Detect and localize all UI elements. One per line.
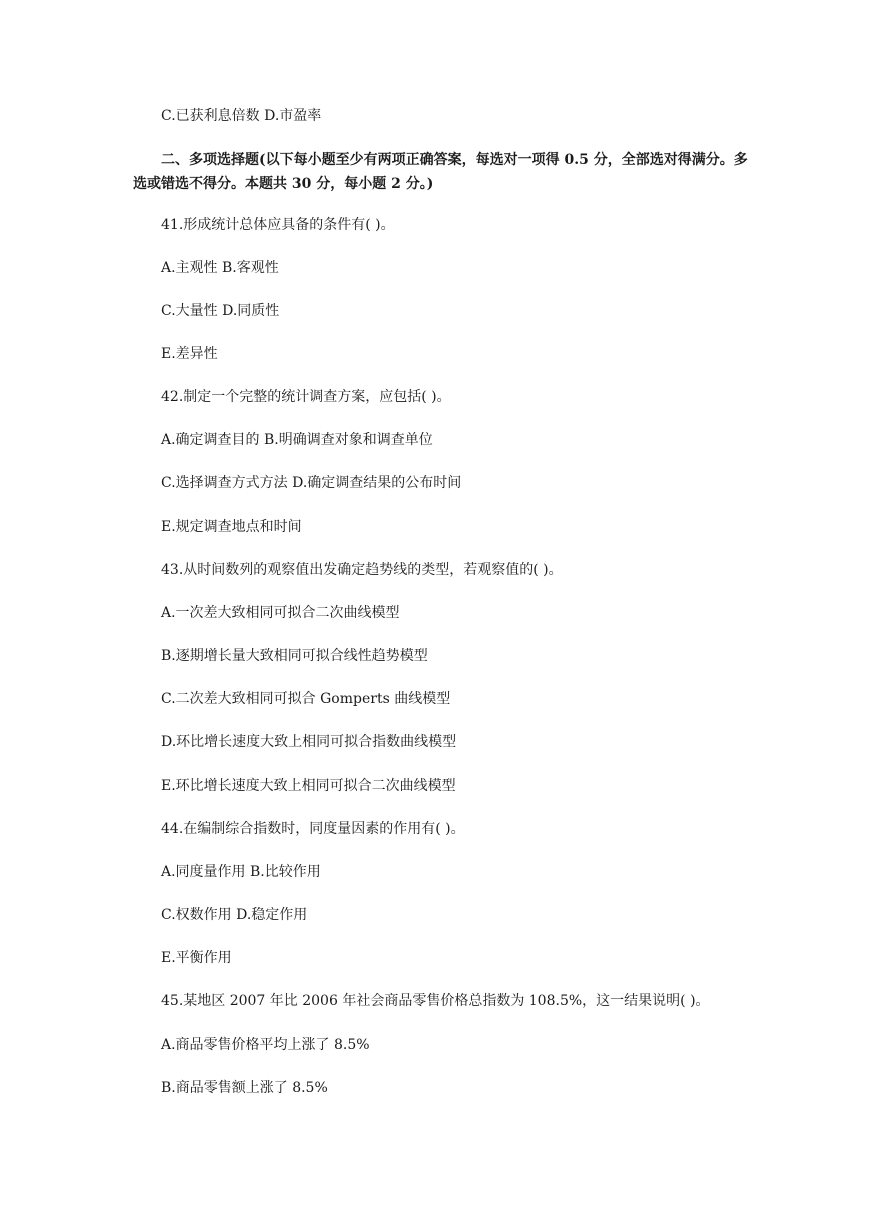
option-line-41-e: E.差异性 (161, 346, 218, 362)
option-line-45-b: B.商品零售额上涨了 8.5% (161, 1080, 328, 1096)
option-line-44-cd: C.权数作用 D.稳定作用 (161, 907, 308, 923)
option-line-42-e: E.规定调查地点和时间 (161, 519, 302, 535)
option-line-44-ab: A.同度量作用 B.比较作用 (161, 864, 321, 880)
option-line-45-a: A.商品零售价格平均上涨了 8.5% (161, 1037, 370, 1053)
section-heading-multiple-choice: 二、多项选择题(以下每小题至少有两项正确答案，每选对一项得 0.5 分，全部选对得满分。多选或错选不得分。本题共 30 分，每小题 2 分。) (133, 152, 748, 192)
option-line-42-cd: C.选择调查方式方法 D.确定调查结果的公布时间 (161, 475, 462, 491)
option-line-44-e: E.平衡作用 (161, 950, 232, 966)
option-line-43-d: D.环比增长速度大致上相同可拟合指数曲线模型 (161, 734, 457, 750)
option-line-41-ab: A.主观性 B.客观性 (161, 260, 279, 276)
option-line-43-e: E.环比增长速度大致上相同可拟合二次曲线模型 (161, 778, 456, 794)
option-line-41-cd: C.大量性 D.同质性 (161, 303, 280, 319)
option-line-43-a: A.一次差大致相同可拟合二次曲线模型 (161, 605, 400, 621)
question-42: 42.制定一个完整的统计调查方案，应包括( )。 (161, 389, 451, 405)
question-43: 43.从时间数列的观察值出发确定趋势线的类型，若观察值的( )。 (161, 562, 563, 578)
question-41: 41.形成统计总体应具备的条件有( )。 (161, 217, 395, 233)
question-45: 45.某地区 2007 年比 2006 年社会商品零售价格总指数为 108.5%，这一结果说明( )。 (161, 993, 710, 1009)
option-line-43-b: B.逐期增长量大致相同可拟合线性趋势模型 (161, 648, 428, 664)
option-line-42-ab: A.确定调查目的 B.明确调查对象和调查单位 (161, 432, 433, 448)
option-line-43-c: C.二次差大致相同可拟合 Gomperts 曲线模型 (161, 691, 451, 707)
question-44: 44.在编制综合指数时，同度量因素的作用有( )。 (161, 821, 465, 837)
option-line-40-cd: C.已获利息倍数 D.市盈率 (161, 108, 322, 124)
